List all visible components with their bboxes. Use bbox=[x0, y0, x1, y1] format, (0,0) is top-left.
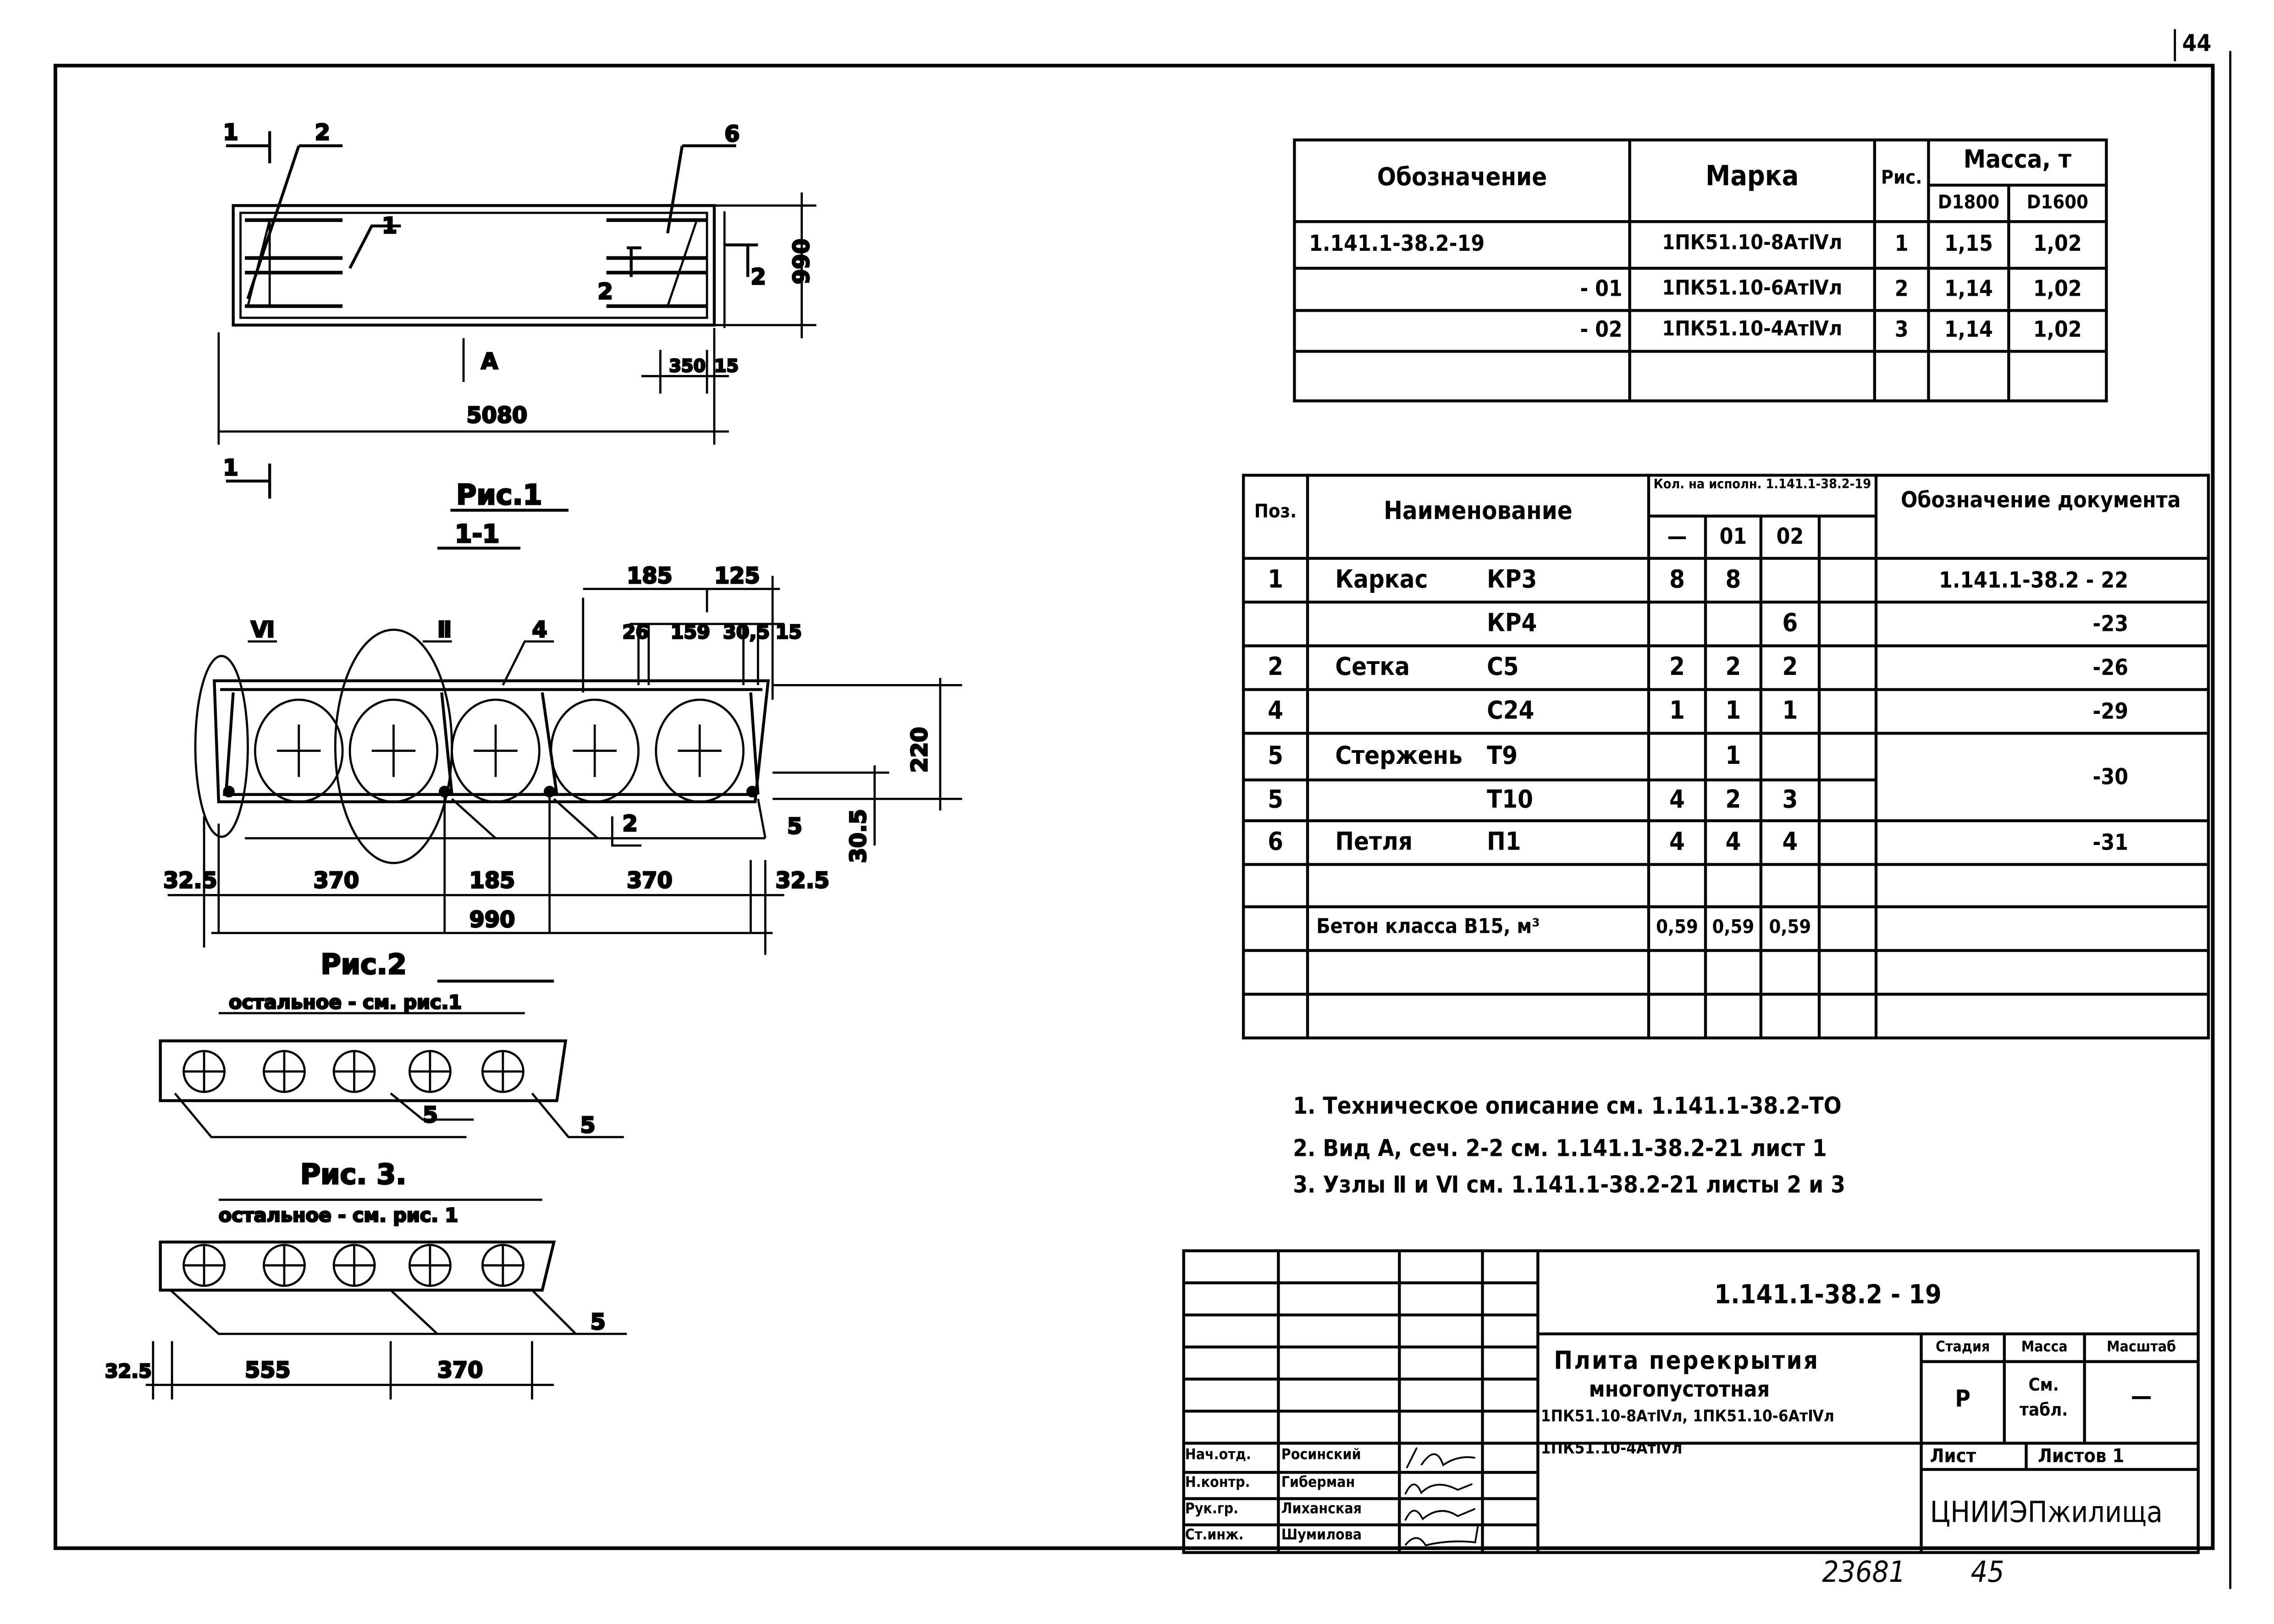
cell-name: Стержень bbox=[1335, 742, 1463, 771]
title-line: 1ПК51.10-8АтⅣл, 1ПК51.10-6АтⅣл bbox=[1540, 1407, 1834, 1426]
cell-q1: 8 bbox=[1725, 565, 1741, 595]
cell-pos: 5 bbox=[1268, 742, 1284, 771]
header-fig: Рис. bbox=[1881, 167, 1922, 190]
dim-label: 370 bbox=[313, 868, 359, 894]
pos-label: 1 bbox=[382, 213, 397, 239]
staff-name: Шумилова bbox=[1281, 1528, 1362, 1544]
cell-item: С5 bbox=[1487, 653, 1519, 683]
node-label: Ⅱ bbox=[437, 617, 452, 643]
cell-d1600: 1,02 bbox=[2033, 230, 2082, 257]
pos-label: 5 bbox=[590, 1309, 606, 1335]
fig2-subcaption: остальное - см. рис.1 bbox=[229, 991, 462, 1014]
dim-label: 185 bbox=[469, 868, 515, 894]
dim-label: 125 bbox=[714, 563, 760, 589]
cell-q1: 1 bbox=[1725, 696, 1741, 726]
cell-q0: 1 bbox=[1669, 696, 1685, 726]
cell-doc: -23 bbox=[2092, 611, 2129, 637]
pos-label: 2 bbox=[315, 120, 330, 146]
cell-designation: - 02 bbox=[1580, 316, 1623, 343]
staff-name: Лиханская bbox=[1281, 1501, 1362, 1518]
cell-d1800: 1,15 bbox=[1944, 230, 1993, 257]
header-doc: Обозначение документа bbox=[1900, 486, 2181, 514]
dim-width: 990 bbox=[789, 238, 815, 285]
mass-label: Масса bbox=[2021, 1339, 2068, 1356]
header-qty: Кол. на исполн. 1.141.1-38.2-19 bbox=[1653, 478, 1871, 493]
cell-doc: -26 bbox=[2092, 654, 2129, 681]
inventory-number: 23681 bbox=[1822, 1554, 1906, 1589]
cell-name: Сетка bbox=[1335, 653, 1410, 683]
dim-label: 159 bbox=[670, 621, 710, 643]
cell-q1: 1 bbox=[1725, 742, 1741, 771]
staff-name: Росинский bbox=[1281, 1447, 1361, 1464]
fig2-caption: Рис.2 bbox=[320, 948, 407, 981]
note: 1. Техническое описание см. 1.141.1-38.2-ТО bbox=[1293, 1092, 1842, 1120]
cell-fig: 2 bbox=[1894, 275, 1909, 302]
sheets-label: Листов 1 bbox=[2037, 1446, 2125, 1468]
header-qty-01: 01 bbox=[1719, 523, 1747, 550]
cell-q2: 3 bbox=[1782, 785, 1798, 815]
cell-name: Каркас bbox=[1335, 565, 1428, 595]
pos-label: 4 bbox=[532, 617, 547, 643]
cell-name: Бетон класса В15, м³ bbox=[1316, 915, 1540, 939]
cell-doc: -30 bbox=[2092, 764, 2129, 790]
cell-item: С24 bbox=[1487, 696, 1534, 726]
cut-label: 1 bbox=[223, 455, 238, 481]
header-name: Наименование bbox=[1384, 497, 1573, 526]
header-mark: Марка bbox=[1706, 160, 1799, 193]
dim-label: 15 bbox=[775, 621, 802, 643]
cell-d1800: 1,14 bbox=[1944, 275, 1993, 302]
cell-q2: 2 bbox=[1782, 653, 1798, 683]
dim-label: 30,5 bbox=[723, 621, 770, 643]
dim-label: 15 bbox=[714, 355, 739, 376]
cell-mark: 1ПК51.10-8АтⅣл bbox=[1662, 232, 1843, 255]
cell-pos: 6 bbox=[1268, 828, 1284, 857]
title-line: Плита перекрытия bbox=[1554, 1347, 1820, 1376]
scale-value: — bbox=[2130, 1382, 2152, 1410]
cell-name: Петля bbox=[1335, 828, 1413, 857]
pos-label: 5 bbox=[423, 1103, 438, 1128]
pos-label: 2 bbox=[597, 279, 613, 304]
stage-value: Р bbox=[1955, 1385, 1970, 1413]
cell-fig: 3 bbox=[1894, 316, 1909, 343]
header-pos: Поз. bbox=[1254, 501, 1297, 524]
dim-label: 185 bbox=[627, 563, 673, 589]
cell-q1: 2 bbox=[1725, 653, 1741, 683]
cell-q0: 8 bbox=[1669, 565, 1685, 595]
stage-label: Стадия bbox=[1935, 1339, 1990, 1356]
page-number: 45 bbox=[1970, 1554, 2004, 1589]
cell-item: Т9 bbox=[1487, 742, 1518, 771]
pos-label: 5 bbox=[580, 1113, 596, 1138]
node-label: Ⅵ bbox=[250, 617, 275, 643]
cell-item: КР3 bbox=[1487, 565, 1537, 595]
cell-q1: 0,59 bbox=[1712, 917, 1755, 939]
title-line: 1ПК51.10-4АтⅣл bbox=[1540, 1439, 1683, 1458]
cell-q0: 4 bbox=[1669, 785, 1685, 815]
scale-label: Масштаб bbox=[2107, 1339, 2176, 1356]
cell-q1: 2 bbox=[1725, 785, 1741, 815]
dim-label: 370 bbox=[437, 1358, 483, 1383]
sheet-label: Лист bbox=[1930, 1446, 1976, 1468]
cell-q2: 0,59 bbox=[1769, 917, 1811, 939]
pos-label: 6 bbox=[724, 122, 740, 147]
title-line: многопустотная bbox=[1589, 1376, 1770, 1403]
dim-label: 32.5 bbox=[163, 868, 217, 894]
section-mark: 2 bbox=[751, 265, 766, 290]
cell-q2: 6 bbox=[1782, 609, 1798, 639]
dim-label: 26 bbox=[622, 621, 649, 643]
section-caption: 1-1 bbox=[455, 519, 500, 548]
cell-q0: 4 bbox=[1669, 828, 1685, 857]
header-mass-d1800: D1800 bbox=[1937, 192, 2000, 215]
header-mass-d1600: D1600 bbox=[2026, 192, 2089, 215]
cell-q0: 2 bbox=[1669, 653, 1685, 683]
cell-q2: 4 bbox=[1782, 828, 1798, 857]
staff-role: Ст.инж. bbox=[1185, 1528, 1244, 1544]
cell-designation: - 01 bbox=[1580, 275, 1623, 302]
cell-q0: 0,59 bbox=[1656, 917, 1698, 939]
cell-q1: 4 bbox=[1725, 828, 1741, 857]
cell-item: П1 bbox=[1487, 828, 1521, 857]
staff-name: Гиберман bbox=[1281, 1475, 1355, 1491]
dim-label: 350 bbox=[669, 355, 706, 376]
cell-q2: 1 bbox=[1782, 696, 1798, 726]
cell-d1600: 1,02 bbox=[2033, 275, 2082, 302]
sheet-corner-number: 44 bbox=[2182, 29, 2212, 57]
staff-role: Рук.гр. bbox=[1185, 1501, 1239, 1518]
header-mass: Масса, т bbox=[1963, 145, 2072, 175]
pos-label: 5 bbox=[787, 814, 803, 840]
cell-pos: 2 bbox=[1268, 653, 1284, 683]
cell-doc: -31 bbox=[2092, 829, 2129, 856]
pos-label: 2 bbox=[622, 811, 638, 837]
doc-designation: 1.141.1-38.2 - 19 bbox=[1714, 1280, 1942, 1311]
note: 3. Узлы Ⅱ и Ⅵ см. 1.141.1-38.2-21 листы 2 и 3 bbox=[1293, 1171, 1845, 1199]
cell-d1800: 1,14 bbox=[1944, 316, 1993, 343]
header-qty-base: — bbox=[1667, 523, 1687, 550]
cell-pos: 4 bbox=[1268, 696, 1284, 726]
view-label: А bbox=[481, 349, 498, 375]
fig3-caption: Рис. 3. bbox=[300, 1158, 407, 1191]
cell-d1600: 1,02 bbox=[2033, 316, 2082, 343]
dim-label: 32.5 bbox=[105, 1360, 152, 1382]
cell-doc: 1.141.1-38.2 - 22 bbox=[1939, 567, 2129, 594]
dim-label: 32.5 bbox=[775, 868, 830, 894]
cell-designation: 1.141.1-38.2-19 bbox=[1309, 230, 1485, 257]
fig3-subcaption: остальное - см. рис. 1 bbox=[218, 1204, 458, 1226]
dim-height: 220 bbox=[907, 727, 933, 773]
organization-logo: ЦНИИЭПжилища bbox=[1930, 1494, 2163, 1530]
note: 2. Вид А, сеч. 2-2 см. 1.141.1-38.2-21 лист 1 bbox=[1293, 1134, 1827, 1162]
cell-fig: 1 bbox=[1894, 230, 1909, 257]
cell-item: Т10 bbox=[1487, 785, 1533, 815]
staff-role: Нач.отд. bbox=[1185, 1447, 1251, 1464]
cell-mark: 1ПК51.10-4АтⅣл bbox=[1662, 318, 1843, 342]
staff-role: Н.контр. bbox=[1185, 1475, 1250, 1491]
dim-length: 5080 bbox=[466, 403, 528, 429]
dim-total: 990 bbox=[469, 907, 515, 933]
cell-mark: 1ПК51.10-6АтⅣл bbox=[1662, 277, 1843, 300]
cut-label: 1 bbox=[223, 120, 238, 146]
cell-pos: 5 bbox=[1268, 785, 1284, 815]
dim-label: 555 bbox=[245, 1358, 291, 1383]
mass-value: См. табл. bbox=[2020, 1375, 2068, 1420]
dim-height: 30.5 bbox=[846, 809, 872, 863]
fig1-caption: Рис.1 bbox=[456, 479, 542, 512]
cell-doc: -29 bbox=[2092, 698, 2129, 725]
header-qty-02: 02 bbox=[1776, 523, 1804, 550]
cell-item: КР4 bbox=[1487, 609, 1537, 639]
header-designation: Обозначение bbox=[1377, 163, 1547, 193]
cell-pos: 1 bbox=[1268, 565, 1284, 595]
dim-label: 370 bbox=[627, 868, 673, 894]
